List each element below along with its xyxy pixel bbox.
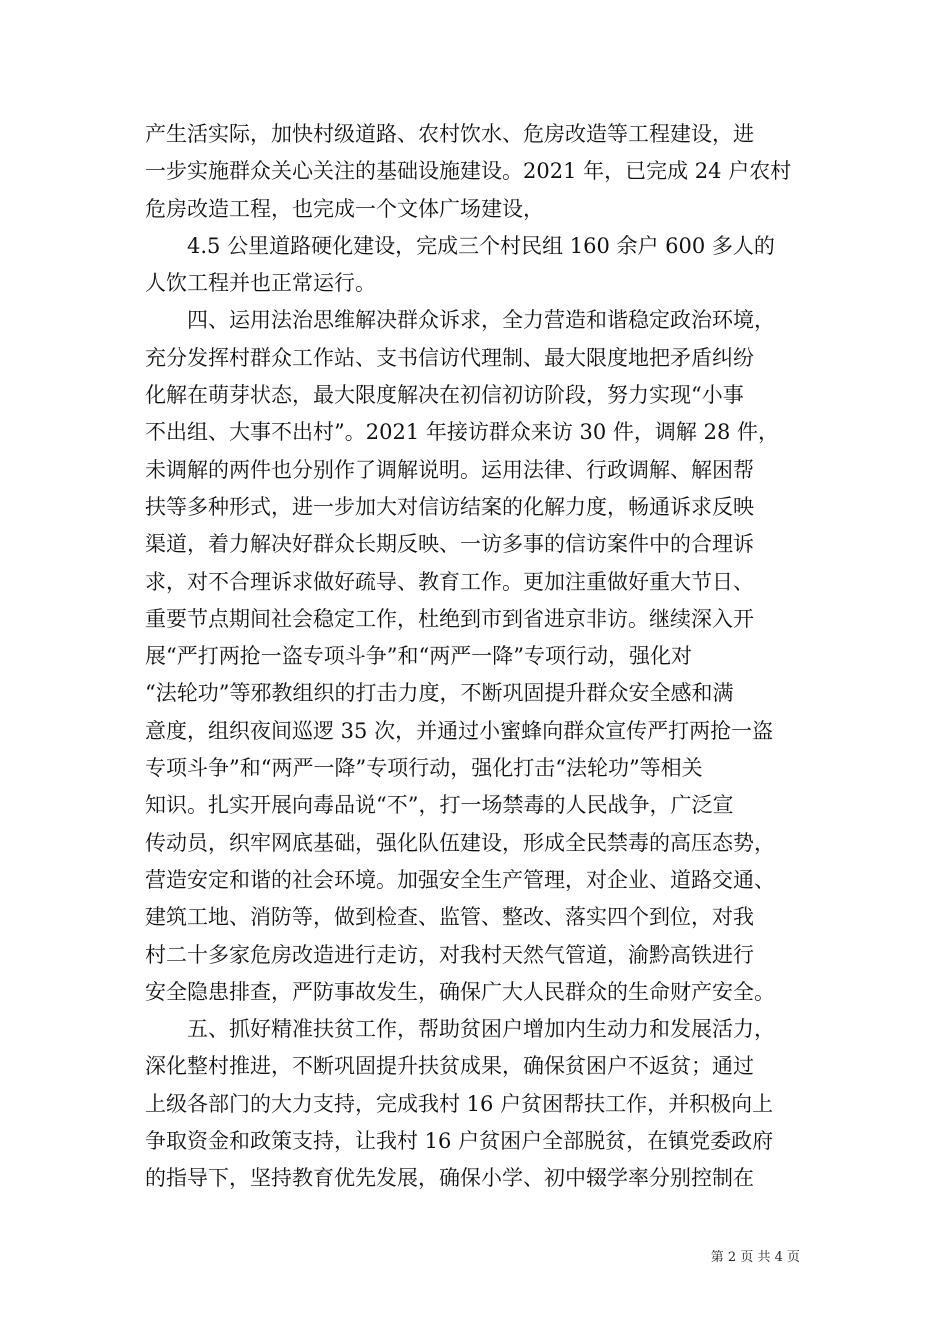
text-line: 营造安定和谐的社会环境。加强安全生产管理，对企业、道路交通、 [145,867,775,892]
text-line: 专项斗争”和“两严一降”专项行动，强化打击“法轮功”等相关 [145,756,703,781]
text-line: 展“严打两抢一盗专项斗争”和“两严一降”专项行动，强化对 [145,644,692,669]
text-line: 扶等多种形式，进一步加大对信访结案的化解力度，畅通诉求反映 [145,494,754,519]
text-line: 充分发挥村群众工作站、支书信访代理制、最大限度地把矛盾纠纷 [145,345,754,370]
text-line: “法轮功”等邪教组织的打击力度，不断巩固提升群众安全感和满 [145,681,734,706]
text-line: 人饮工程并也正常运行。 [145,271,376,296]
text-line: 4.5 公里道路硬化建设，完成三个村民组 160 余户 600 多人的 [145,233,775,258]
text-line: 化解在萌芽状态，最大限度解决在初信初访阶段，努力实现“小事 [145,383,744,408]
text-line: 重要节点期间社会稳定工作，杜绝到市到省进京非访。继续深入开 [145,606,754,631]
text-line: 五、抓好精准扶贫工作，帮助贫困户增加内生动力和发展活力， [145,1017,775,1042]
text-line: 产生活实际，加快村级道路、农村饮水、危房改造等工程建设，进 [145,122,754,146]
text-line: 上级各部门的大力支持，完成我村 16 户贫困帮扶工作，并积极向上 [145,1091,774,1116]
text-line: 意度，组织夜间巡逻 35 次，并通过小蜜蜂向群众宣传严打两抢一盗 [145,718,774,743]
text-line: 一步实施群众关心关注的基础设施建设。2021 年，已完成 24 户农村 [145,159,792,184]
document-body [145,116,810,1198]
text-line: 四、运用法治思维解决群众诉求，全力营造和谐稳定政治环境， [145,308,775,333]
text-line: 求，对不合理诉求做好疏导、教育工作。更加注重做好重大节日、 [145,569,754,594]
text-line: 安全隐患排查，严防事故发生，确保广大人民群众的生命财产安全。 [145,979,775,1004]
text-line: 危房改造工程，也完成一个文体广场建设， [145,196,544,221]
text-line: 传动员，织牢网底基础，强化队伍建设，形成全民禁毒的高压态势， [145,830,775,855]
text-line: 的指导下，坚持教育优先发展，确保小学、初中辍学率分别控制在 [145,1166,754,1191]
text-line: 建筑工地、消防等，做到检查、监管、整改、落实四个到位，对我 [145,905,754,930]
text-line: 未调解的两件也分别作了调解说明。运用法律、行政调解、解困帮 [145,457,754,482]
text-line: 不出组、大事不出村”。2021 年接访群众来访 30 件，调解 28 件， [145,420,779,445]
text-line: 村二十多家危房改造进行走访，对我村天然气管道，渝黔高铁进行 [145,942,754,967]
page-number: 第 2 页 共 4 页 [710,1250,800,1265]
text-line: 深化整村推进，不断巩固提升扶贫成果，确保贫困户不返贫；通过 [145,1054,754,1079]
text-line: 渠道，着力解决好群众长期反映、一访多事的信访案件中的合理诉 [145,532,754,557]
text-line: 争取资金和政策支持，让我村 16 户贫困户全部脱贫，在镇党委政府 [145,1129,774,1154]
text-line: 知识。扎实开展向毒品说“不”，打一场禁毒的人民战争，广泛宣 [145,793,734,818]
